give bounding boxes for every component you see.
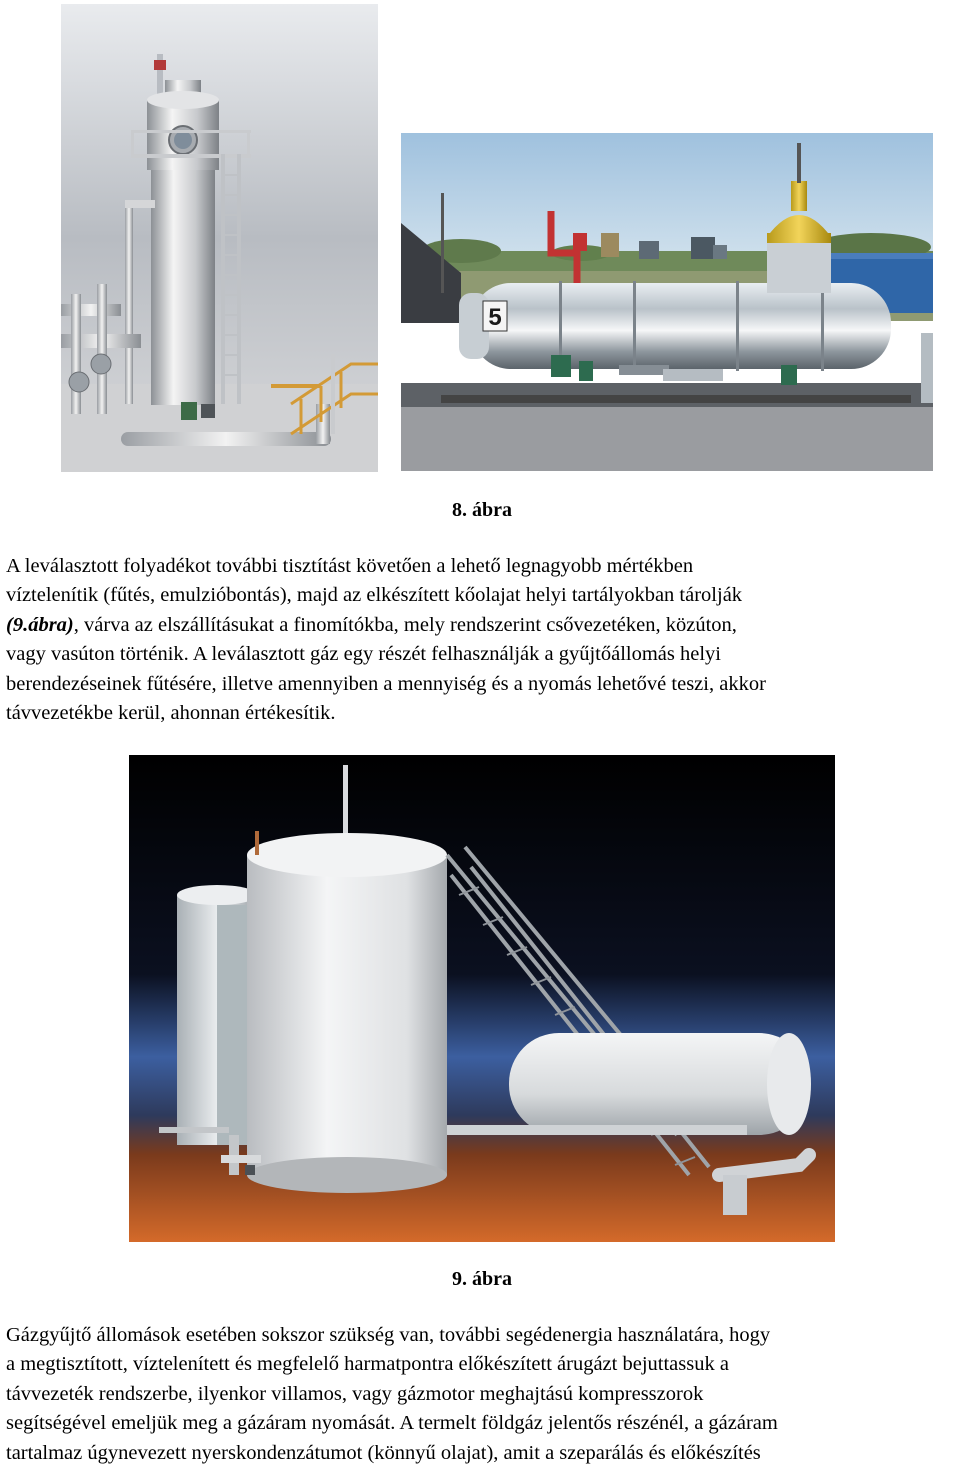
figure9-image — [129, 755, 835, 1242]
paragraph-line: segítségével emeljük meg a gázáram nyomását. A termelt földgáz jelentős részénél, a gázáram — [6, 1412, 778, 1435]
horizontal-separator-photo — [401, 133, 933, 471]
paragraph-line: tartalmaz úgynevezett nyerskondenzátumot (könnyű olajat), amit a szeparálás és előkészítés — [6, 1441, 761, 1464]
paragraph-line: távvezeték rendszerbe, ilyenkor villamos, vagy gázmotor meghajtású kompresszorok — [6, 1382, 704, 1405]
paragraph-line: távvezetékbe kerül, ahonnan értékesítik. — [6, 701, 336, 724]
paragraph-text: , várva az elszállításukat a finomítókba, mely rendszerint csővezetéken, közúton, — [73, 613, 737, 636]
storage-tanks-illustration — [129, 755, 835, 1242]
paragraph-line: vagy vasúton történik. A leválasztott gáz egy részét felhasználják a gyűjtőállomás helyi — [6, 643, 721, 666]
figure-reference: (9.ábra) — [6, 613, 74, 636]
paragraph-line: a megtisztított, víztelenített és megfelelő harmatpontra előkészített árugázt bejuttassuk a — [6, 1353, 729, 1376]
vessel-number: 5 — [488, 304, 502, 331]
paragraph-storage — [6, 552, 960, 728]
figure8-caption: 8. ábra — [452, 499, 512, 521]
paragraph-line: berendezéseinek fűtésére, illetve amennyiben a mennyiség és a nyomás lehetővé teszi, akkor — [6, 672, 766, 695]
paragraph-line: Gázgyűjtő állomások esetében sokszor szükség van, további segédenergia használatára, hogy — [6, 1324, 771, 1346]
paragraph-line: A leválasztott folyadékot további tisztítást követően a lehető legnagyobb mértékben — [6, 555, 694, 577]
figure9-caption: 9. ábra — [452, 1268, 512, 1290]
figure8-left-image — [61, 4, 378, 472]
paragraph-gas-gathering — [6, 1321, 960, 1468]
separator-column-illustration — [61, 4, 378, 472]
figure8-right-image — [401, 133, 933, 471]
paragraph-line — [6, 611, 960, 640]
paragraph-line: víztelenítik (fűtés, emulzióbontás), majd az elkészített kőolajat helyi tartályokban tárolják — [6, 584, 743, 607]
